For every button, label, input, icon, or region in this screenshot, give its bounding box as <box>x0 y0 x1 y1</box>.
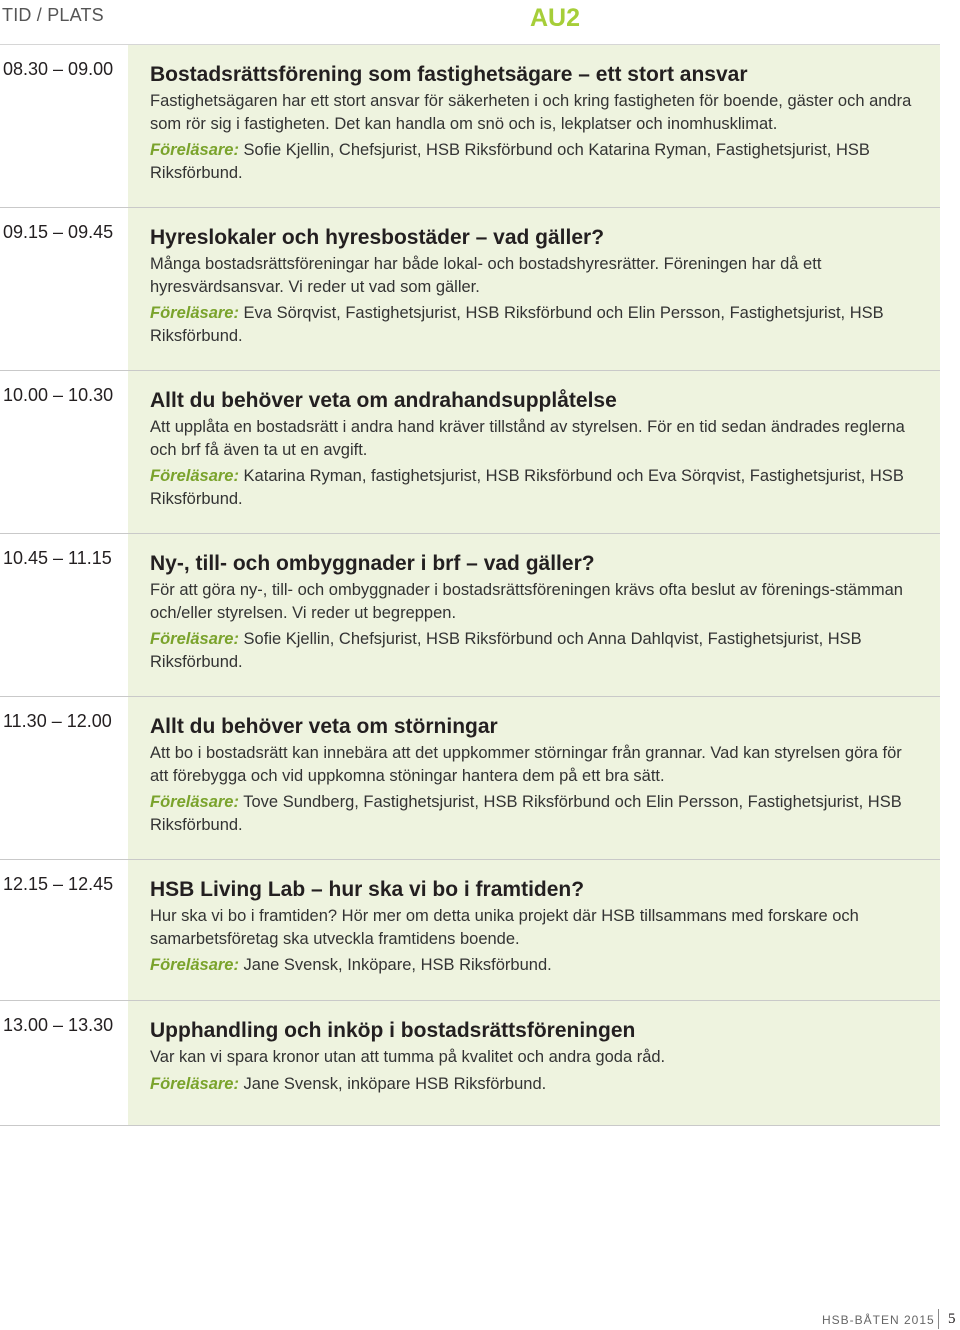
session-speakers <box>150 302 920 347</box>
speaker-names: Jane Svensk, Inköpare, HSB Riksförbund. <box>238 956 552 974</box>
speaker-names: Katarina Ryman, fastighetsjurist, HSB Riksförbund och Eva Sörqvist, Fastighetsjurist, HSB Riksförbund. <box>150 467 904 508</box>
session-description: Att upplåta en bostadsrätt i andra hand kräver tillstånd av styrelsen. För en tid sedan ändrades reglerna och brf få även ta ut en avgift. <box>150 418 905 459</box>
session-content <box>128 1001 940 1125</box>
session-time: 10.45 – 11.15 <box>0 534 128 696</box>
speaker-label: Föreläsare: <box>150 793 239 811</box>
time-column-header: TID / PLATS <box>2 5 104 25</box>
speaker-label: Föreläsare: <box>150 956 239 974</box>
session-speakers <box>150 1073 920 1096</box>
session-time: 09.15 – 09.45 <box>0 208 128 370</box>
speaker-label: Föreläsare: <box>150 1074 239 1093</box>
session-speakers <box>150 139 920 184</box>
session-title: Ny-, till- och ombyggnader i brf – vad gäller? <box>150 552 595 575</box>
session-row <box>0 1000 940 1126</box>
session-row <box>0 370 940 533</box>
session-description: Många bostadsrättsföreningar har både lokal- och bostadshyresrätter. Föreningen har då ett hyresvärdsansvar. Vi reder ut vad som gäller. <box>150 255 822 296</box>
session-time: 12.15 – 12.45 <box>0 860 128 1000</box>
session-title: Allt du behöver veta om störningar <box>150 715 498 738</box>
session-row <box>0 44 940 207</box>
session-time: 13.00 – 13.30 <box>0 1001 128 1125</box>
session-content <box>128 208 940 370</box>
session-row <box>0 696 940 859</box>
speaker-names: Tove Sundberg, Fastighetsjurist, HSB Riksförbund och Elin Persson, Fastighetsjurist, HSB Riksförbund. <box>150 793 902 834</box>
session-content <box>128 371 940 533</box>
track-title: AU2 <box>530 4 581 32</box>
session-time: 08.30 – 09.00 <box>0 45 128 207</box>
speaker-label: Föreläsare: <box>150 304 239 322</box>
session-description: Var kan vi spara kronor utan att tumma på kvalitet och andra goda råd. <box>150 1048 666 1066</box>
speaker-names: Sofie Kjellin, Chefsjurist, HSB Riksförbund och Katarina Ryman, Fastighetsjurist, HSB Riksförbund. <box>150 141 870 182</box>
session-speakers <box>150 791 920 836</box>
page-number: 5 <box>948 1311 956 1327</box>
session-description: Fastighetsägaren har ett stort ansvar för säkerheten i och kring fastigheten för boende, gäster och andra som rör sig i fastigheten. Det kan handla om snö och is, lekplatser och inomhusklimat. <box>150 92 912 133</box>
session-content <box>128 45 940 207</box>
session-description: För att göra ny-, till- och ombyggnader i bostadsrättsföreningen krävs ofta beslut av förenings-stämman och/eller styrelsen. Vi reder ut begreppen. <box>150 581 903 622</box>
schedule-table <box>0 44 940 1126</box>
footer-divider <box>938 1309 939 1329</box>
session-row <box>0 533 940 696</box>
session-time: 10.00 – 10.30 <box>0 371 128 533</box>
session-title: Allt du behöver veta om andrahandsupplåtelse <box>150 389 617 412</box>
session-speakers <box>150 954 920 977</box>
speaker-names: Sofie Kjellin, Chefsjurist, HSB Riksförbund och Anna Dahlqvist, Fastighetsjurist, HSB Riksförbund. <box>150 630 862 671</box>
session-description: Att bo i bostadsrätt kan innebära att det uppkommer störningar från grannar. Vad kan styrelsen göra för att förebygga och vid uppkomna stöningar hantera dem på ett bra sätt. <box>150 744 902 785</box>
session-title: Hyreslokaler och hyresbostäder – vad gäller? <box>150 226 605 249</box>
session-title: Bostadsrättsförening som fastighetsägare – ett stort ansvar <box>150 63 748 86</box>
session-content <box>128 860 940 1000</box>
session-title: Upphandling och inköp i bostadsrättsföreningen <box>150 1019 636 1042</box>
speaker-label: Föreläsare: <box>150 141 239 159</box>
session-content <box>128 534 940 696</box>
speaker-label: Föreläsare: <box>150 467 239 485</box>
session-row <box>0 207 940 370</box>
session-description: Hur ska vi bo i framtiden? Hör mer om detta unika projekt där HSB tillsammans med forskare och samarbetsföretag ska utveckla framtidens boende. <box>150 907 859 948</box>
publication-name: HSB-BÅTEN 2015 <box>822 1313 935 1327</box>
session-speakers <box>150 465 920 510</box>
speaker-names: Eva Sörqvist, Fastighetsjurist, HSB Riksförbund och Elin Persson, Fastighetsjurist, HSB Riksförbund. <box>150 304 884 345</box>
speaker-label: Föreläsare: <box>150 630 239 648</box>
speaker-names: Jane Svensk, inköpare HSB Riksförbund. <box>238 1074 547 1093</box>
session-row <box>0 859 940 1000</box>
session-time: 11.30 – 12.00 <box>0 697 128 859</box>
session-title: HSB Living Lab – hur ska vi bo i framtiden? <box>150 878 585 901</box>
session-content <box>128 697 940 859</box>
session-speakers <box>150 628 920 673</box>
